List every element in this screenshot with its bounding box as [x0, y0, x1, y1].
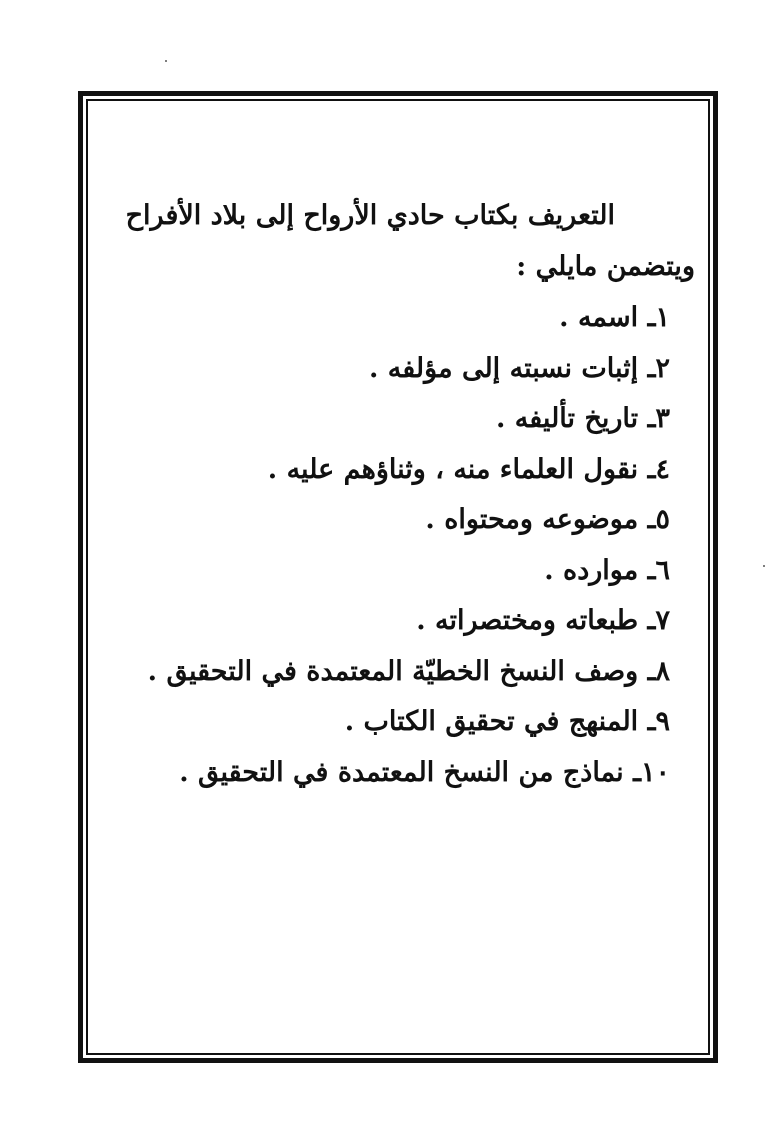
- list-item: [120, 445, 670, 496]
- item-text: ـ موضوعه ومحتواه .: [425, 504, 656, 535]
- page-title: التعريف بكتاب حادي الأرواح إلى بلاد الأفراح: [125, 200, 615, 231]
- item-number: ٧: [655, 605, 670, 636]
- item-number: ١٠: [640, 756, 670, 788]
- item-text: ـ المنهج في تحقيق الكتاب .: [344, 706, 656, 737]
- item-text: ـ نماذج من النسخ المعتمدة في التحقيق .: [179, 756, 641, 788]
- contents-list: [120, 293, 695, 798]
- item-text: ـ طبعاته ومختصراته .: [416, 605, 656, 636]
- list-item: [120, 344, 670, 395]
- list-item: [120, 546, 670, 597]
- item-text: ـ وصف النسخ الخطيّة المعتمدة في التحقيق .: [147, 655, 656, 687]
- list-item: [120, 748, 670, 799]
- item-text: ـ نقول العلماء منه ، وثناؤهم عليه .: [267, 453, 656, 485]
- item-number: ٥: [655, 504, 670, 535]
- item-number: ١: [655, 302, 670, 333]
- item-text: ـ موارده .: [544, 554, 656, 586]
- list-item: [120, 394, 670, 445]
- item-text: ـ إثبات نسبته إلى مؤلفه .: [368, 352, 656, 384]
- list-item: [120, 495, 670, 546]
- intro-text: ويتضمن مايلي :: [516, 251, 695, 282]
- item-text: ـ تاريخ تأليفه .: [496, 403, 656, 434]
- scan-speck: [165, 60, 167, 62]
- list-item: [120, 596, 670, 647]
- list-item: [120, 697, 670, 748]
- item-text: ـ اسمه .: [559, 302, 656, 333]
- item-number: ٩: [655, 706, 670, 737]
- page-content: [120, 195, 695, 798]
- scan-speck: [763, 565, 765, 567]
- list-item: [120, 293, 670, 344]
- item-number: ٨: [655, 655, 670, 687]
- item-number: ٤: [655, 453, 670, 485]
- item-number: ٣: [655, 403, 670, 434]
- item-number: ٦: [655, 554, 670, 586]
- item-number: ٢: [655, 352, 670, 384]
- list-item: [120, 647, 670, 698]
